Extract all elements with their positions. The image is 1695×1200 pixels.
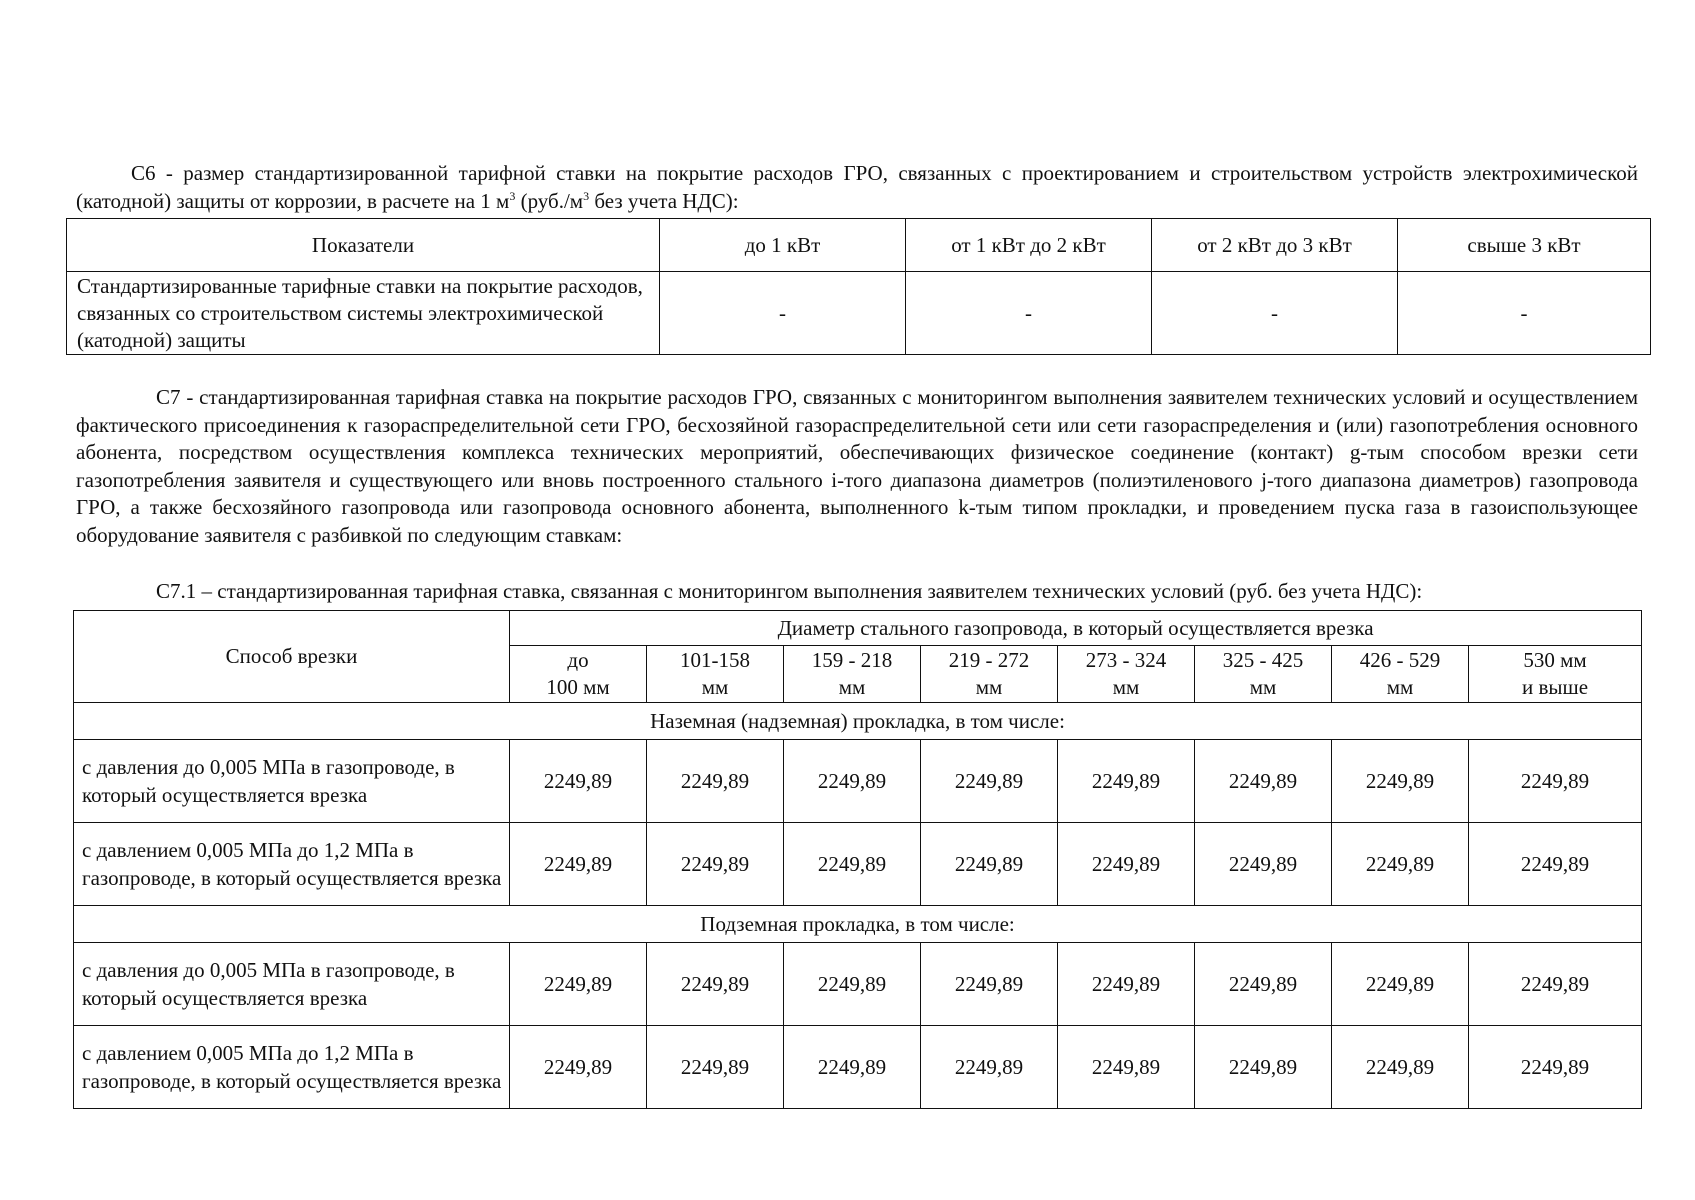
value-cell: 2249,89 [1469, 823, 1642, 906]
value-cell: 2249,89 [1332, 740, 1469, 823]
diameter-column-header: 273 - 324 мм [1058, 646, 1195, 703]
method-header: Способ врезки [74, 611, 510, 703]
value-cell: 2249,89 [647, 823, 784, 906]
c71-header-row-1 [74, 611, 1642, 646]
section-title: Наземная (надземная) прокладка, в том числе: [74, 703, 1642, 740]
value-cell: 2249,89 [510, 740, 647, 823]
table-row [74, 1026, 1642, 1109]
c6-header-cell: от 1 кВт до 2 кВт [906, 219, 1152, 272]
value-cell: 2249,89 [921, 943, 1058, 1026]
value-cell: 2249,89 [510, 1026, 647, 1109]
c6-header-cell: до 1 кВт [660, 219, 906, 272]
value-cell: 2249,89 [921, 1026, 1058, 1109]
row-label: с давлением 0,005 МПа до 1,2 МПа в газопроводе, в который осуществляется врезка [74, 1026, 510, 1109]
c71-table [73, 610, 1642, 1109]
diameter-header: Диаметр стального газопровода, в который осуществляется врезка [510, 611, 1642, 646]
table-row [74, 823, 1642, 906]
diameter-column-header: 325 - 425 мм [1195, 646, 1332, 703]
section-row [74, 703, 1642, 740]
c6-header-cell: свыше 3 кВт [1398, 219, 1651, 272]
value-cell: 2249,89 [1058, 740, 1195, 823]
value-cell: 2249,89 [784, 823, 921, 906]
value-cell: 2249,89 [1332, 1026, 1469, 1109]
value-cell: 2249,89 [1332, 943, 1469, 1026]
value-cell: 2249,89 [1195, 823, 1332, 906]
c6-data-row [67, 272, 1651, 355]
value-cell: 2249,89 [1058, 823, 1195, 906]
section-title: Подземная прокладка, в том числе: [74, 906, 1642, 943]
value-cell: 2249,89 [1469, 1026, 1642, 1109]
c6-table [66, 218, 1651, 355]
value-cell: 2249,89 [1195, 1026, 1332, 1109]
table-row [74, 943, 1642, 1026]
value-cell: 2249,89 [921, 740, 1058, 823]
c71-paragraph: С7.1 – стандартизированная тарифная ставка, связанная с мониторингом выполнения заявителем технических условий (руб. без учета НДС): [156, 579, 1423, 603]
row-label: с давления до 0,005 МПа в газопроводе, в который осуществляется врезка [74, 740, 510, 823]
value-cell: 2249,89 [510, 943, 647, 1026]
c6-header-cell: Показатели [67, 219, 660, 272]
value-cell: 2249,89 [1195, 740, 1332, 823]
c7-paragraph: С7 - стандартизированная тарифная ставка на покрытие расходов ГРО, связанных с мониторингом выполнения заявителем технических условий и осуществлением фактического присоединения к газораспределительной сети ГРО, бесхозяйной газораспределительной сети или сети газораспределения и (или) газопотребления основного абонента, посредством осуществления комплекса технических мероприятий, обеспечивающих физическое соединение (контакт) g-тым способом врезки сети газопотребления заявителя и существующего или вновь построенного стального i-того диапазона диаметров (полиэтиленового j-того диапазона диаметров) газопровода ГРО, а также бесхозяйного газопровода или газопровода основного абонента, выполненного k-тым типом прокладки, и проведением пуска газа в газоиспользующее оборудование заявителя с разбивкой по следующим ставкам: [76, 385, 1638, 547]
superscript: 3 [509, 188, 516, 203]
diameter-column-header: 530 мм и выше [1469, 646, 1642, 703]
value-cell: 2249,89 [1058, 943, 1195, 1026]
value-cell: 2249,89 [1058, 1026, 1195, 1109]
c6-header-row [67, 219, 1651, 272]
value-cell: 2249,89 [1469, 740, 1642, 823]
c6-value-cell: - [660, 272, 906, 355]
value-cell: 2249,89 [784, 740, 921, 823]
value-cell: 2249,89 [1469, 943, 1642, 1026]
diameter-column-header: 219 - 272 мм [921, 646, 1058, 703]
value-cell: 2249,89 [647, 1026, 784, 1109]
diameter-column-header: до 100 мм [510, 646, 647, 703]
c6-value-cell: - [1152, 272, 1398, 355]
c6-row-label: Стандартизированные тарифные ставки на покрытие расходов, связанных со строительством системы электрохимической (катодной) защиты [67, 272, 660, 355]
diameter-column-header: 426 - 529 мм [1332, 646, 1469, 703]
value-cell: 2249,89 [921, 823, 1058, 906]
diameter-column-header: 101-158 мм [647, 646, 784, 703]
superscript: 3 [583, 188, 590, 203]
table-row [74, 740, 1642, 823]
c6-header-cell: от 2 кВт до 3 кВт [1152, 219, 1398, 272]
value-cell: 2249,89 [647, 943, 784, 1026]
value-cell: 2249,89 [784, 1026, 921, 1109]
row-label: с давления до 0,005 МПа в газопроводе, в который осуществляется врезка [74, 943, 510, 1026]
diameter-column-header: 159 - 218 мм [784, 646, 921, 703]
section-row [74, 906, 1642, 943]
row-label: с давлением 0,005 МПа до 1,2 МПа в газопроводе, в который осуществляется врезка [74, 823, 510, 906]
c6-value-cell: - [906, 272, 1152, 355]
c6-paragraph: С6 - размер стандартизированной тарифной ставки на покрытие расходов ГРО, связанных с проектированием и строительством устройств электрохимической (катодной) защиты от коррозии, в расчете на 1 $м^3$ ($руб./м^3$ без учета НДС): [76, 161, 1638, 213]
value-cell: 2249,89 [1332, 823, 1469, 906]
value-cell: 2249,89 [647, 740, 784, 823]
value-cell: 2249,89 [1195, 943, 1332, 1026]
value-cell: 2249,89 [510, 823, 647, 906]
value-cell: 2249,89 [784, 943, 921, 1026]
c6-value-cell: - [1398, 272, 1651, 355]
